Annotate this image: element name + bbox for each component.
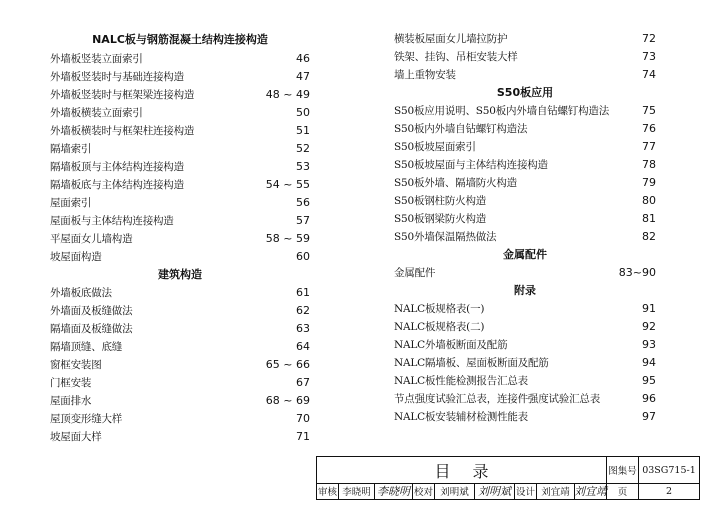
- toc-entry-page: 63: [296, 322, 310, 335]
- toc-entry-title: 窗框安装图: [50, 359, 102, 371]
- toc-entry: [50, 392, 310, 410]
- toc-entry-title: NALC隔墙板、屋面板断面及配筋: [394, 357, 549, 369]
- toc-entry-title: S50板外墙、隔墙防火构造: [394, 177, 517, 189]
- toc-entry-title: 隔墙面及板缝做法: [50, 323, 133, 335]
- toc-entry: [50, 320, 310, 338]
- toc-entry: [50, 122, 310, 140]
- toc-entry: [394, 174, 656, 192]
- title-block-top-row: [317, 457, 699, 484]
- reviewer-name: 李晓明: [339, 483, 375, 499]
- toc-entry-page: 52: [296, 142, 310, 155]
- toc-entry-title: S50板坡屋面索引: [394, 141, 476, 153]
- toc-entry-title: S50板钢梁防火构造: [394, 213, 487, 225]
- toc-entry: [394, 66, 656, 84]
- toc-entry-page: 58 ~ 59: [265, 232, 310, 245]
- toc-entry: [50, 428, 310, 446]
- toc-entry-title: NALC外墙板断面及配筋: [394, 339, 508, 351]
- toc-entry-title: 外墙板竖装立面索引: [50, 53, 143, 65]
- toc-entry-page: 78: [642, 158, 656, 171]
- toc-entry: [394, 372, 656, 390]
- toc-entry-title: 隔墙板顶与主体结构连接构造: [50, 161, 184, 173]
- toc-entry: [394, 318, 656, 336]
- toc-entry-page: 47: [296, 70, 310, 83]
- toc-entry: [394, 210, 656, 228]
- toc-entry-title: 节点强度试验汇总表，连接件强度试验汇总表: [394, 393, 600, 405]
- toc-entry-title: 屋顶变形缝大样: [50, 413, 123, 425]
- toc-entry-page: 97: [642, 410, 656, 423]
- drawing-title: 目录: [317, 457, 607, 483]
- toc-entry-page: 71: [296, 430, 310, 443]
- toc-entry-page: 57: [296, 214, 310, 227]
- toc-entry: [50, 104, 310, 122]
- toc-entry: [394, 138, 656, 156]
- toc-entry-title: 屋面板与主体结构连接构造: [50, 215, 174, 227]
- toc-entry: [394, 102, 656, 120]
- toc-entry-page: 95: [642, 374, 656, 387]
- toc-entry-title: NALC板安装辅材检测性能表: [394, 411, 528, 423]
- atlas-number: 03SG715-1: [642, 464, 696, 476]
- toc-entry-title: 外墙板底做法: [50, 287, 112, 299]
- section-heading: 建筑构造: [158, 268, 202, 281]
- toc-entry-page: 61: [296, 286, 310, 299]
- toc-entry-title: 外墙板竖装时与基础连接构造: [50, 71, 184, 83]
- toc-entry: [50, 140, 310, 158]
- toc-entry: [50, 176, 310, 194]
- toc-entry-page: 83~90: [618, 266, 656, 279]
- title-block: [316, 456, 700, 500]
- toc-right-column: [394, 30, 656, 426]
- toc-entry-page: 91: [642, 302, 656, 315]
- toc-entry: [394, 156, 656, 174]
- toc-entry-title: 屋面索引: [50, 197, 92, 209]
- designer-name: 刘宜靖: [537, 483, 575, 499]
- toc-entry-title: 外墙板横装时与框架柱连接构造: [50, 125, 195, 137]
- toc-entry: [50, 410, 310, 428]
- check-label: 校对: [413, 483, 435, 499]
- toc-entry-title: 墙上重物安装: [394, 69, 456, 81]
- toc-left-column: [50, 30, 310, 446]
- toc-entry: [50, 212, 310, 230]
- toc-entry-page: 74: [642, 68, 656, 81]
- toc-entry-page: 64: [296, 340, 310, 353]
- toc-entry: [394, 408, 656, 426]
- toc-entry: [50, 374, 310, 392]
- toc-entry: [394, 192, 656, 210]
- toc-entry-page: 72: [642, 32, 656, 45]
- toc-entry-title: S50板坡屋面与主体结构连接构造: [394, 159, 548, 171]
- toc-entry-page: 82: [642, 230, 656, 243]
- section-heading: S50板应用: [496, 86, 554, 99]
- checker-signature: 刘明斌: [475, 483, 515, 499]
- toc-entry-page: 94: [642, 356, 656, 369]
- toc-entry-title: 外墙板横装立面索引: [50, 107, 143, 119]
- toc-entry: [50, 284, 310, 302]
- reviewer-signature: 李晓明: [375, 483, 413, 499]
- toc-entry-title: 铁架、挂钩、吊柜安装大样: [394, 51, 518, 63]
- toc-entry: [50, 68, 310, 86]
- toc-entry: [394, 30, 656, 48]
- toc-entry: [394, 120, 656, 138]
- toc-entry-page: 48 ~ 49: [265, 88, 310, 101]
- page-number: 2: [665, 485, 673, 497]
- toc-entry: [394, 48, 656, 66]
- toc-entry: [50, 248, 310, 266]
- toc-entry-page: 76: [642, 122, 656, 135]
- toc-entry-title: S50板应用说明、S50板内外墙自钻螺钉构造法: [394, 105, 610, 117]
- toc-entry-title: 屋面排水: [50, 395, 92, 407]
- toc-entry-page: 46: [296, 52, 310, 65]
- toc-entry: [50, 194, 310, 212]
- toc-entry: [394, 300, 656, 318]
- toc-entry-page: 80: [642, 194, 656, 207]
- design-label: 设计: [515, 483, 537, 499]
- toc-entry-title: NALC板规格表(二): [394, 321, 485, 333]
- section-heading: 附录: [514, 284, 536, 297]
- toc-entry: [394, 390, 656, 408]
- toc-entry-page: 53: [296, 160, 310, 173]
- toc-entry: [50, 302, 310, 320]
- review-label: 审核: [317, 483, 339, 499]
- toc-entry: [50, 158, 310, 176]
- toc-entry-page: 96: [642, 392, 656, 405]
- toc-entry-page: 50: [296, 106, 310, 119]
- toc-entry-page: 56: [296, 196, 310, 209]
- toc-entry-title: 坡屋面大样: [50, 431, 102, 443]
- section-heading: 金属配件: [503, 248, 547, 261]
- toc-entry-title: 隔墙顶缝、底缝: [50, 341, 123, 353]
- toc-entry-title: 外墙板竖装时与框架梁连接构造: [50, 89, 195, 101]
- toc-entry-title: 隔墙索引: [50, 143, 92, 155]
- page-label: 页: [607, 483, 639, 499]
- toc-entry-title: 金属配件: [394, 267, 436, 279]
- toc-entry-title: 隔墙板底与主体结构连接构造: [50, 179, 184, 191]
- toc-entry: [394, 228, 656, 246]
- toc-entry: [394, 336, 656, 354]
- toc-entry: [50, 50, 310, 68]
- toc-entry: [50, 86, 310, 104]
- toc-entry-page: 92: [642, 320, 656, 333]
- toc-entry-page: 60: [296, 250, 310, 263]
- toc-entry-title: 平屋面女儿墙构造: [50, 233, 133, 245]
- toc-entry-title: S50板内外墙自钻螺钉构造法: [394, 123, 528, 135]
- toc-entry-page: 70: [296, 412, 310, 425]
- toc-entry-title: NALC板性能检测报告汇总表: [394, 375, 528, 387]
- designer-signature: 刘宜靖: [574, 485, 607, 498]
- toc-entry-page: 65 ~ 66: [265, 358, 310, 371]
- toc-entry-page: 68 ~ 69: [265, 394, 310, 407]
- title-block-bottom-row: [317, 483, 699, 499]
- toc-entry-title: 坡屋面构造: [50, 251, 102, 263]
- toc-entry-title: NALC板规格表(一): [394, 303, 485, 315]
- toc-entry-page: 81: [642, 212, 656, 225]
- toc-entry-page: 67: [296, 376, 310, 389]
- toc-entry-title: 门框安装: [50, 377, 92, 389]
- toc-entry: [50, 356, 310, 374]
- toc-entry: [50, 230, 310, 248]
- toc-entry-title: 外墙面及板缝做法: [50, 305, 133, 317]
- checker-name: 刘明斌: [435, 483, 475, 499]
- toc-entry-page: 62: [296, 304, 310, 317]
- toc-entry-page: 73: [642, 50, 656, 63]
- toc-entry-page: 77: [642, 140, 656, 153]
- toc-entry-page: 54 ~ 55: [265, 178, 310, 191]
- toc-entry-page: 51: [296, 124, 310, 137]
- atlas-number-label: 图集号: [607, 457, 639, 483]
- toc-entry: [50, 338, 310, 356]
- toc-entry: [394, 264, 656, 282]
- toc-entry-page: 75: [642, 104, 656, 117]
- toc-entry-title: 横装板屋面女儿墙拉防护: [394, 33, 508, 45]
- toc-entry-page: 93: [642, 338, 656, 351]
- toc-entry-title: S50外墙保温隔热做法: [394, 231, 497, 243]
- toc-entry-title: S50板钢柱防火构造: [394, 195, 487, 207]
- toc-entry-page: 79: [642, 176, 656, 189]
- toc-entry: [394, 354, 656, 372]
- section-heading: NALC板与钢筋混凝土结构连接构造: [92, 33, 268, 46]
